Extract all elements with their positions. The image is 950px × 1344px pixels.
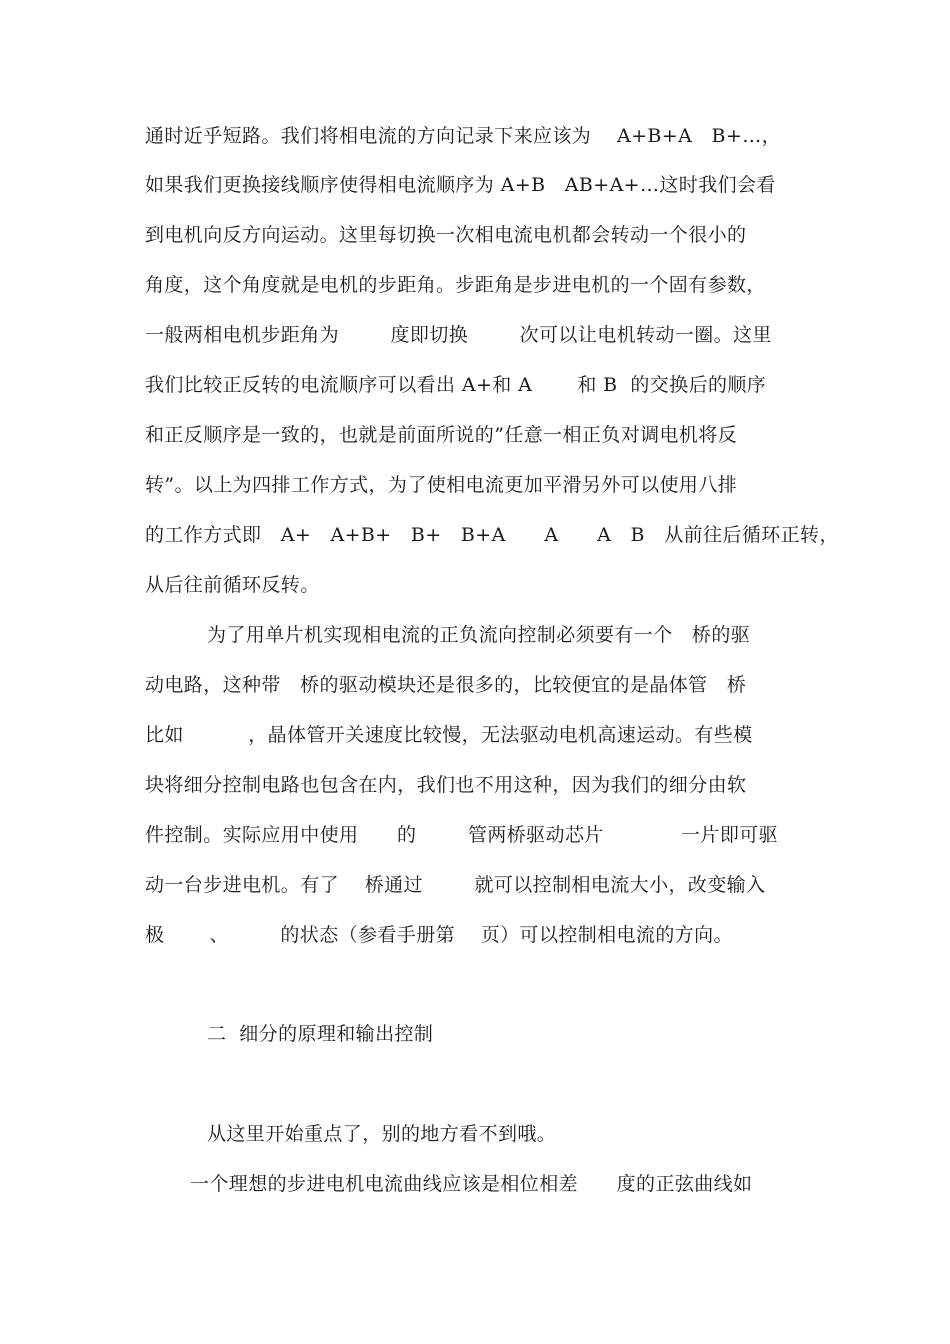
- paragraph-line: 件控制。实际应用中使用 的 管两桥驱动芯片 一片即可驱: [145, 824, 779, 846]
- paragraph-line: 为了用单片机实现相电流的正负流向控制必须要有一个 桥的驱: [207, 624, 751, 646]
- paragraph-line: 极 、 的状态（参看手册第 页）可以控制相电流的方向。: [145, 924, 733, 946]
- paragraph-line: 动一台步进电机。有了 桥通过 就可以控制相电流大小，改变输入: [145, 874, 766, 896]
- paragraph-line: 一个理想的步进电机电流曲线应该是相位相差 度的正弦曲线如: [190, 1173, 753, 1195]
- paragraph-line: 动电路，这种带 桥的驱动模块还是很多的，比较便宜的是晶体管 桥: [145, 674, 747, 696]
- paragraph-line: 比如 ，晶体管开关速度比较慢，无法驱动电机高速运动。有些模: [145, 724, 753, 746]
- paragraph-line: 我们比较正反转的电流顺序可以看出 A+和 A 和 B 的交换后的顺序: [145, 374, 767, 396]
- paragraph-line: 转”。以上为四排工作方式，为了使相电流更加平滑另外可以使用八排: [145, 474, 738, 496]
- paragraph-line: 如果我们更换接线顺序使得相电流顺序为 A+B AB+A+…这时我们会看: [145, 174, 776, 196]
- paragraph-line: 通时近乎短路。我们将相电流的方向记录下来应该为 A+B+A B+…，: [145, 125, 782, 147]
- paragraph-line: 到电机向反方向运动。这里每切换一次相电流电机都会转动一个很小的: [145, 224, 747, 246]
- paragraph-line: 从后往前循环反转。: [145, 574, 320, 596]
- paragraph-line: 从这里开始重点了，别的地方看不到哦。: [207, 1123, 557, 1145]
- paragraph-line: 块将细分控制电路也包含在内，我们也不用这种，因为我们的细分由软: [145, 774, 747, 796]
- paragraph-line: 一般两相电机步距角为 度即切换 次可以让电机转动一圈。这里: [145, 324, 772, 346]
- section-heading: 二 细分的原理和输出控制: [207, 1023, 434, 1045]
- paragraph-line: 和正反顺序是一致的，也就是前面所说的”任意一相正负对调电机将反: [145, 424, 738, 446]
- paragraph-line: 的工作方式即 A+ A+B+ B+ B+A A A B 从前往后循环正转，: [145, 524, 839, 546]
- paragraph-line: 角度，这个角度就是电机的步距角。步距角是步进电机的一个固有参数，: [145, 274, 766, 296]
